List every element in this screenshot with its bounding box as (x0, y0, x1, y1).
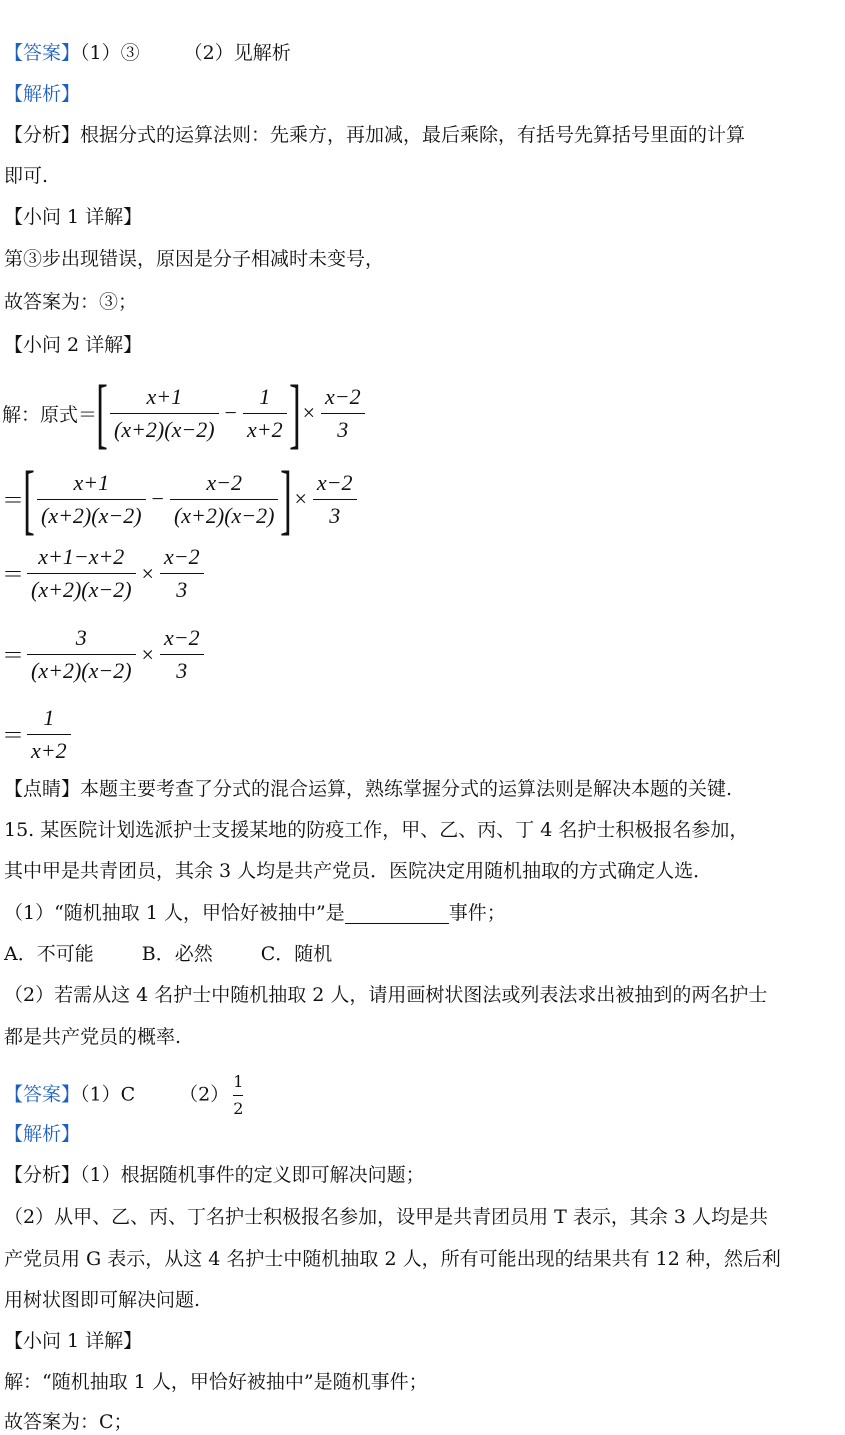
math-row-1: 解：原式＝ [ $\frac{x+1}{(x+2)(x-2)}$ − $\frac{1}{x+2}$ ] × $\frac{x-2}{3}$ (2, 374, 368, 452)
fenxi-text: （1）根据随机事件的定义即可解决问题； (80, 1164, 425, 1186)
math-row-3: ＝ $\frac{x+1-x+2}{(x+2)(x-2)}$ × $\frac{x-2}{3}$ (2, 543, 207, 604)
fraction: $\frac{3}{(x+2)(x-2)}$ (27, 624, 136, 685)
subquestion-2-heading: 【小问 2 详解】 (4, 334, 143, 356)
fraction: $\frac{x-2}{3}$ (160, 624, 204, 685)
fenxi-tag: 【分析】 (4, 1164, 81, 1186)
answer-part-2: （2）见解析 (183, 42, 291, 64)
analysis-2-line-4: 用树状图即可解决问题. (4, 1289, 201, 1311)
answer-tag: 【答案】 (4, 1083, 81, 1106)
subquestion-1-body: 第③步出现错误，原因是分子相减时未变号， (4, 248, 385, 270)
fenxi-text: 根据分式的运算法则：先乘方，再加减，最后乘除，有括号先算括号里面的计算 (80, 124, 746, 146)
question-15-part-2-line-1: （2）若需从这 4 名护士中随机抽取 2 人，请用画树状图法或列表法求出被抽到的两名护士 (4, 984, 768, 1006)
dianjing-line (4, 777, 732, 801)
subquestion-1-body-2: 解：“随机抽取 1 人，甲恰好被抽中”是随机事件； (4, 1371, 428, 1393)
analysis-tag: 【解析】 (4, 83, 81, 105)
analysis-2-line-3: 产党员用 G 表示，从这 4 名护士中随机抽取 2 人，所有可能出现的结果共有 12 种，然后利 (4, 1248, 781, 1270)
answer-fraction: $\frac{1}{2}$ (233, 1072, 244, 1118)
subquestion-1-heading: 【小问 1 详解】 (4, 206, 143, 228)
option-b: B．必然 (141, 943, 213, 965)
question-15-line-2: 其中甲是共青团员，其余 3 人均是共产党员．医院决定用随机抽取的方式确定人选． (4, 860, 713, 882)
right-bracket: ] (288, 369, 301, 456)
analysis-2-line-1 (4, 1163, 425, 1187)
fenxi-tag: 【分析】 (4, 124, 81, 146)
math-row-2: ＝ [ $\frac{x+1}{(x+2)(x-2)}$ − $\frac{x-2}{(x+2)(x-2)}$ ] × $\frac{x-2}{3}$ (2, 460, 360, 538)
fraction: $\frac{x-2}{3}$ (313, 469, 357, 530)
answer-line-2 (4, 1070, 243, 1121)
part-1-text: （1）“随机抽取 1 人，甲恰好被抽中”是 (4, 902, 345, 924)
solution-prefix: 解：原式＝ (2, 404, 98, 426)
part-1-suffix: 事件； (448, 902, 506, 924)
option-a: A．不可能 (4, 943, 94, 965)
option-c: C．随机 (260, 943, 333, 965)
question-15-part-1 (4, 901, 506, 925)
question-15-part-2-line-2: 都是共产党员的概率. (4, 1026, 182, 1048)
dianjing-tag: 【点睛】 (4, 778, 81, 800)
equals-sign: ＝ (2, 643, 25, 668)
question-15-line-1: 15. 某医院计划选派护士支援某地的防疫工作，甲、乙、丙、丁 4 名护士积极报名参加， (4, 819, 749, 841)
fraction: $\frac{x-2}{(x+2)(x-2)}$ (170, 469, 279, 530)
dianjing-text: 本题主要考查了分式的混合运算，熟练掌握分式的运算法则是解决本题的关键. (80, 778, 733, 800)
answer-blank (345, 905, 449, 924)
answer-tag: 【答案】 (4, 42, 81, 64)
analysis-line-1 (4, 123, 745, 147)
equals-sign: ＝ (2, 562, 25, 587)
equals-sign: ＝ (2, 487, 25, 513)
answer-part-1: （1）C (80, 1083, 136, 1106)
fraction: $\frac{x+1-x+2}{(x+2)(x-2)}$ (27, 543, 136, 604)
math-row-5 (2, 704, 74, 765)
left-bracket: [ (96, 369, 108, 456)
fraction: $\frac{x+1}{(x+2)(x-2)}$ (37, 469, 146, 530)
left-bracket: [ (23, 455, 35, 542)
answer-part-2: （2） (179, 1083, 230, 1106)
analysis-2-line-2: （2）从甲、乙、丙、丁名护士积极报名参加，设甲是共青团员用 T 表示，其余 3 人均是共 (4, 1206, 769, 1228)
subquestion-1-answer-2: 故答案为：C； (4, 1411, 133, 1433)
answer-line-1 (4, 41, 291, 65)
right-bracket: ] (280, 455, 293, 542)
fraction: $\frac{1}{x+2}$ (243, 383, 287, 444)
equals-sign: ＝ (2, 723, 25, 748)
fraction: $\frac{x-2}{3}$ (160, 543, 204, 604)
math-row-4: ＝ $\frac{3}{(x+2)(x-2)}$ × $\frac{x-2}{3}$ (2, 624, 207, 685)
answer-part-1: （1）③ (80, 42, 140, 64)
options-line (4, 942, 332, 966)
subquestion-1-answer: 故答案为：③； (4, 291, 138, 313)
fraction: $\frac{x-2}{3}$ (321, 383, 365, 444)
analysis-line-2: 即可. (4, 165, 49, 187)
fraction: $\frac{x+1}{(x+2)(x-2)}$ (110, 383, 219, 444)
subquestion-1-heading-2: 【小问 1 详解】 (4, 1330, 143, 1352)
fraction: $\frac{1}{x+2}$ (27, 704, 71, 765)
analysis-tag-2: 【解析】 (4, 1123, 81, 1145)
